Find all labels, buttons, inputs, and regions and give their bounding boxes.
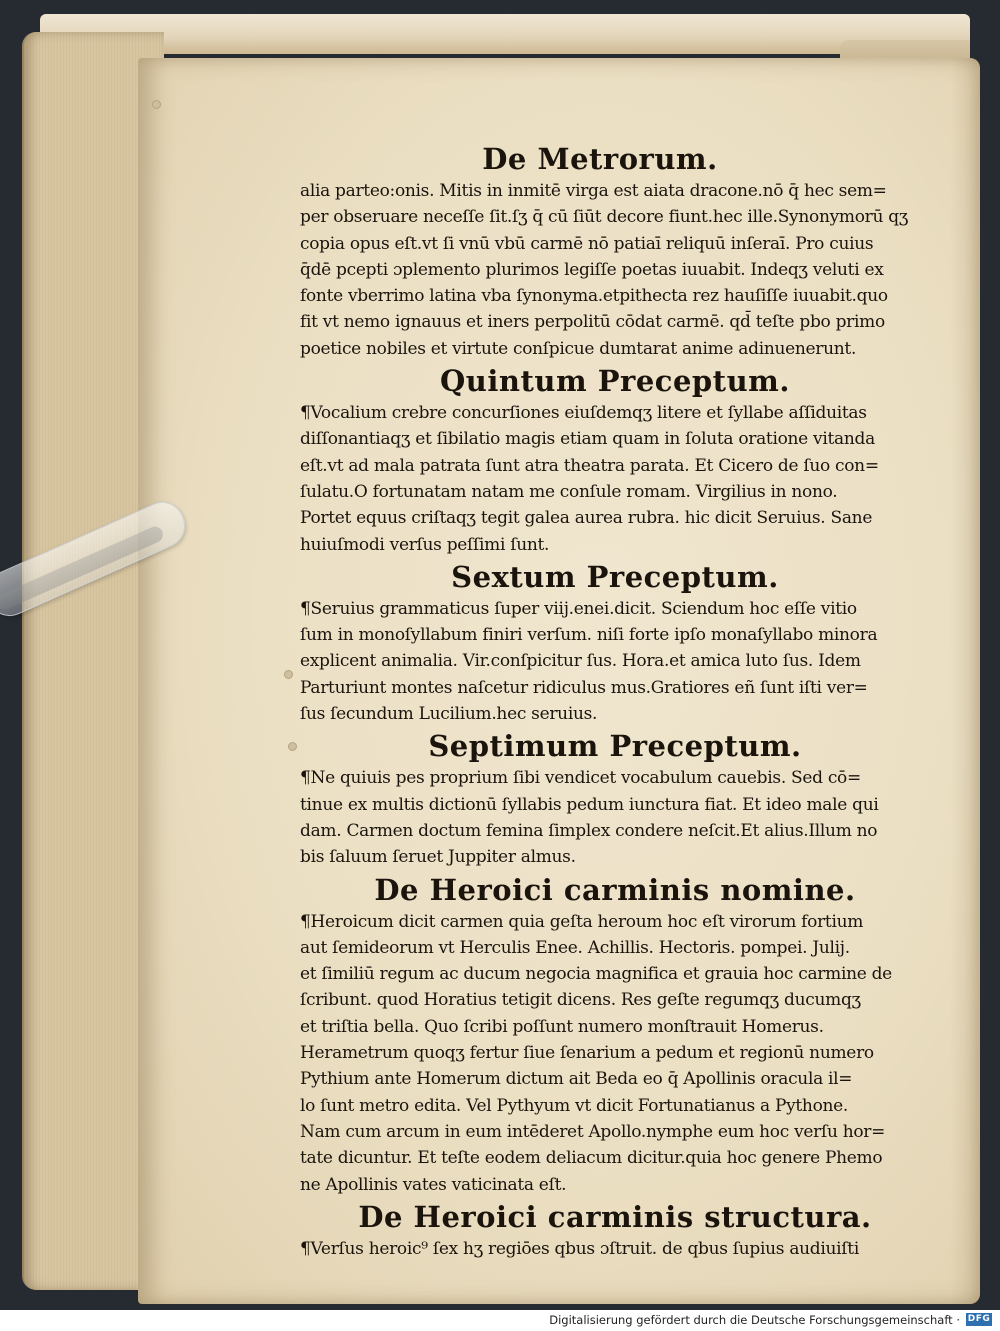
heading-de-heroici-carminis-nomine: De Heroici carminis nomine. [374,872,856,907]
text-line: huiuſmodi verſus peſſimi ſunt. [300,534,550,555]
text-line: alia parteo:onis. Mitis in inmitē virga est aiata dracone.nō q̄ hec sem= [300,181,887,201]
page-text [300,140,930,1262]
footer-credit: Digitalisierung gefördert durch die Deutsche Forschungsgemeinschaft · [549,1313,960,1327]
text-line: ne Apollinis vates vaticinata eſt. [300,1174,567,1195]
text-line: ¶Ne quiuis pes proprium ſibi vendicet vocabulum cauebis. Sed cō= [300,768,861,789]
pin-hole [152,100,161,109]
text-line: ſus ſecundum Lucilium.hec seruius. [300,704,598,725]
heading-de-metrorum: De Metrorum. [482,142,718,176]
heading-de-heroici-carminis-structura: De Heroici carminis structura. [358,1199,872,1234]
text-line: poetice nobiles et virtute conſpicue dumtarat anime adinuenerunt. [300,338,857,359]
paragraph [300,909,930,1198]
text-line: bis ſaluum ſeruet Juppiter almus. [300,847,576,868]
text-line: copia opus eſt.vt ſi vnū vbū carmē nō patiaī reliquū inſeraī. Pro cuius [300,233,874,254]
text-line: lo ſunt metro edita. Vel Pythyum vt dicit Fortunatianus a Pythone. [300,1095,849,1116]
text-line: tinue ex multis dictionū ſyllabis pedum iunctura fiat. Et ideo male qui [300,794,879,815]
text-line: Nam cum arcum in eum intēderet Apollo.nymphe eum hoc verſu hor= [300,1121,886,1142]
text-line: ¶Heroicum dicit carmen quia geſta heroum hoc eſt virorum fortium [300,911,864,932]
text-line: ¶Verſus heroic⁹ ſex hʒ regiōes qbus ɔſtruit. de qbus ſupius audiuiſti [300,1238,859,1259]
text-line: Pythium ante Homerum dictum ait Beda eo q̄ Apollinis oracula il= [300,1069,853,1090]
text-line: ¶Seruius grammaticus ſuper viij.enei.dicit. Sciendum hoc eſſe vitio [300,598,857,619]
dfg-logo-icon: DFG [967,1314,991,1324]
text-line: eſt.vt ad mala patrata ſunt atra theatra parata. Et Cicero de ſuo con= [300,455,879,476]
paragraph [300,765,930,870]
text-line: et ſimiliū regum ac ducum negocia magnifica et grauia hoc carmine de [300,964,892,985]
text-line: Herametrum quoqʒ fertur ſiue ſenarium a pedum et regionū numero [300,1043,874,1064]
footer-bar [0,1310,1000,1331]
text-line: explicent animalia. Vir.conſpicitur ſus. Hora.et amica luto ſus. Idem [300,651,861,672]
paragraph [300,596,930,727]
paragraph [300,400,930,558]
text-line: dam. Carmen doctum femina ſimplex condere neſcit.Et alius.Illum no [300,820,878,841]
paragraph [300,1236,930,1262]
text-line: fit vt nemo ignauus et iners perpolitū cōdat carmē. qd̄ teſte pbo primo [300,312,885,333]
text-line: Portet equus criſtaqʒ tegit galea aurea rubra. hic dicit Seruius. Sane [300,508,873,529]
text-line: et triſtia bella. Quo ſcribi poſſunt numero monſtrauit Homerus. [300,1016,824,1037]
heading-sextum-preceptum: Sextum Preceptum. [451,559,779,594]
pin-hole [288,742,297,751]
heading-quintum-preceptum: Quintum Preceptum. [440,364,790,399]
page-shadow [950,58,980,1304]
text-line: ¶Vocalium crebre concurſiones eiuſdemqʒ litere et ſyllabe aſſiduitas [300,403,867,424]
heading-septimum-preceptum: Septimum Preceptum. [428,729,802,764]
text-line: q̄dē pcepti ɔplemento plurimos legiſſe poetas iuuabit. Indeqʒ veluti ex [300,259,884,280]
text-line: tate dicuntur. Et teſte eodem deliacum dicitur.quia hoc genere Phemo [300,1148,883,1169]
pin-hole [284,670,293,679]
text-line: Parturiunt montes naſcetur ridiculus mus.Gratiores eñ ſunt iſti ver= [300,677,868,698]
text-line: ſum in monoſyllabum finiri verſum. niſi forte ipſo monaſyllabo minora [300,625,878,646]
text-line: fonte vberrimo latina vba ſynonyma.etpithecta rez hauſiſſe iuuabit.quo [300,286,888,307]
text-line: aut ſemideorum vt Herculis Enee. Achillis. Hectoris. pompei. Julij. [300,937,850,958]
book-top-edge [40,14,970,54]
paragraph [300,178,930,362]
text-line: ſcribunt. quod Horatius tetigit dicens. Res geſte regumqʒ ducumqʒ [300,990,861,1011]
text-line: ſulatu.O fortunatam natam me conſule romam. Virgilius in nono. [300,481,838,502]
text-line: per obseruare neceſſe ſit.ſʒ q̄ cū ſiūt decore fiunt.hec ille.Synonymorū qʒ [300,207,909,228]
text-line: diſſonantiaqʒ et ſibilatio magis etiam quam in ſoluta oratione vitanda [300,429,875,450]
